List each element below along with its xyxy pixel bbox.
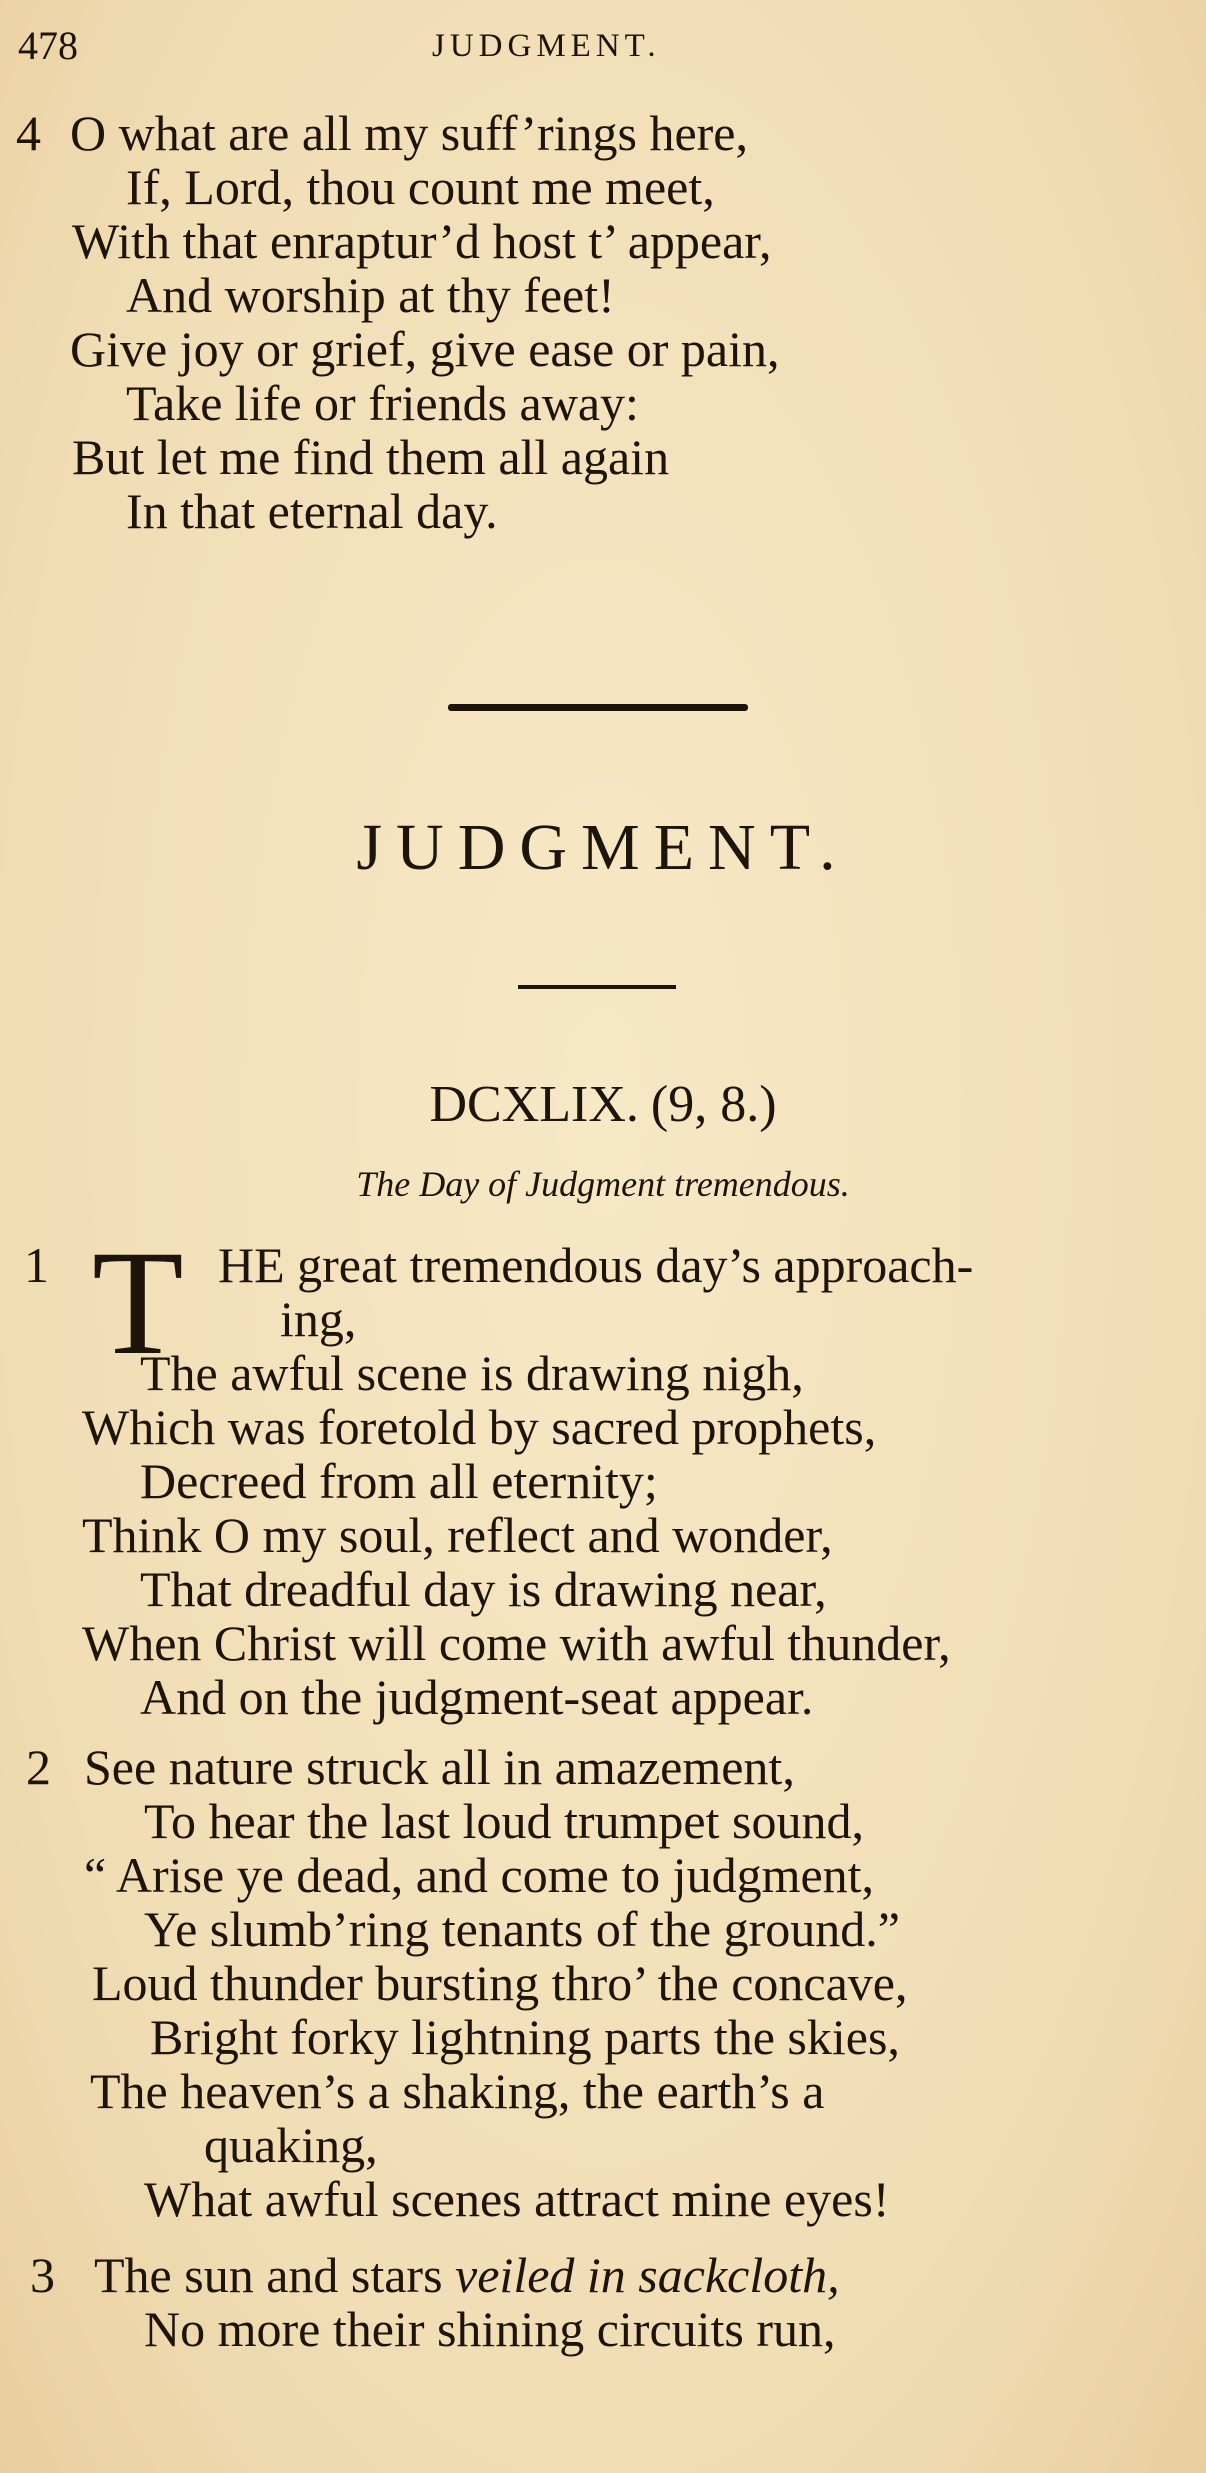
verse-line: “ Arise ye dead, and come to judgment, bbox=[84, 1847, 875, 1903]
hymn-meter: (9, 8.) bbox=[650, 1076, 777, 1133]
verse-line: Take life or friends away: bbox=[126, 375, 639, 431]
title-underline-rule bbox=[518, 985, 676, 989]
verse-line: With that enraptur’d host t’ appear, bbox=[72, 213, 772, 269]
verse-line: Think O my soul, reflect and wonder, bbox=[82, 1507, 833, 1563]
verse-number: 2 bbox=[26, 1739, 51, 1795]
verse-number: 3 bbox=[30, 2247, 55, 2303]
verse-line: Ye slumb’ring tenants of the ground.” bbox=[144, 1901, 900, 1957]
verse-line-text: The sun and stars bbox=[94, 2247, 456, 2303]
verse-line: The heaven’s a shaking, the earth’s a bbox=[90, 2063, 825, 2119]
verse-line: No more their shining circuits run, bbox=[144, 2301, 836, 2357]
verse-number: 1 bbox=[24, 1237, 49, 1293]
verse-line: O what are all my suff’rings here, bbox=[70, 105, 749, 161]
verse-line: Give joy or grief, give ease or pain, bbox=[70, 321, 780, 377]
hymn-subtitle: The Day of Judgment tremendous. bbox=[356, 1164, 850, 1204]
verse-line: What awful scenes attract mine eyes! bbox=[144, 2171, 890, 2227]
verse-line: Bright forky lightning parts the skies, bbox=[150, 2009, 900, 2065]
verse-line: But let me find them all again bbox=[72, 429, 670, 485]
page-header bbox=[18, 22, 1188, 72]
verse-line: See nature struck all in amazement, bbox=[84, 1739, 795, 1795]
section-divider-rule bbox=[448, 704, 748, 711]
verse-line: To hear the last loud trumpet sound, bbox=[144, 1793, 864, 1849]
verse-line: That dreadful day is drawing near, bbox=[140, 1561, 827, 1617]
verse-line: Which was foretold by sacred prophets, bbox=[82, 1399, 877, 1455]
verse-line: ing, bbox=[280, 1291, 357, 1347]
verse-line: If, Lord, thou count me meet, bbox=[126, 159, 715, 215]
verse-line: HE great tremendous day’s approach- bbox=[218, 1237, 974, 1293]
verse-line: Loud thunder bursting thro’ the concave, bbox=[92, 1955, 908, 2011]
verse-line: And on the judgment-seat appear. bbox=[140, 1669, 814, 1725]
verse-line: Decreed from all eternity; bbox=[140, 1453, 658, 1509]
verse-number: 4 bbox=[16, 105, 41, 161]
verse-line: When Christ will come with awful thunder, bbox=[82, 1615, 951, 1671]
verse-line: quaking, bbox=[204, 2117, 378, 2173]
verse-line: And worship at thy feet! bbox=[126, 267, 615, 323]
drop-cap: T bbox=[92, 1220, 184, 1386]
hymn-number bbox=[0, 1075, 1206, 1134]
verse-line: The awful scene is drawing nigh, bbox=[140, 1345, 804, 1401]
verse-line: In that eternal day. bbox=[126, 483, 498, 539]
hymn-number-roman: DCXLIX. bbox=[429, 1076, 639, 1133]
verse-line-italic: veiled in sackcloth, bbox=[455, 2247, 840, 2303]
verse-line bbox=[94, 2247, 840, 2303]
running-head: JUDGMENT. bbox=[432, 28, 661, 64]
section-title: JUDGMENT. bbox=[356, 811, 850, 884]
page-number: 478 bbox=[18, 23, 78, 68]
